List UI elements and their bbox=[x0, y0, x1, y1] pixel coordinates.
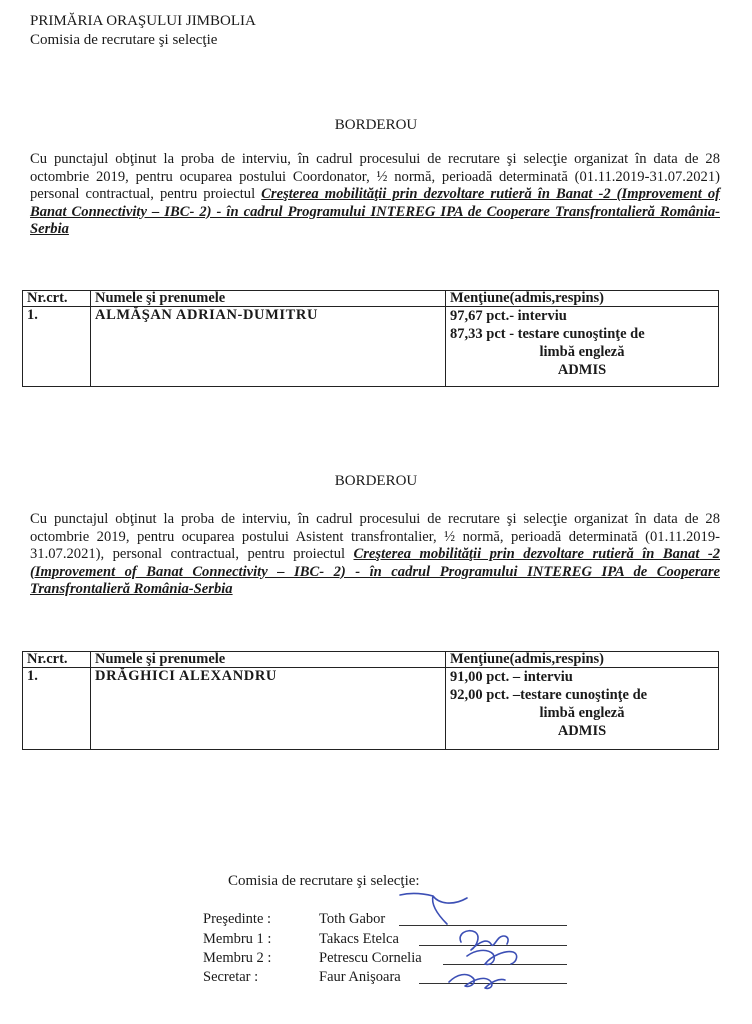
handwritten-signatures bbox=[395, 890, 555, 1000]
table-row bbox=[23, 307, 719, 387]
col-header-nr: Nr.crt. bbox=[23, 652, 91, 668]
row-nr: 1. bbox=[23, 307, 91, 387]
english-test-score: 87,33 pct - testare cunoştinţe de bbox=[450, 326, 645, 342]
table-row bbox=[23, 668, 719, 750]
col-header-nr: Nr.crt. bbox=[23, 291, 91, 307]
candidate-name: ALMĂŞAN ADRIAN-DUMITRU bbox=[91, 307, 446, 387]
interview-score: 97,67 pct.- interviu bbox=[450, 308, 567, 324]
member-role: Membru 1 : bbox=[203, 931, 272, 947]
english-test-label: limbă engleză bbox=[539, 705, 625, 721]
department-name: Comisia de recrutare şi selecţie bbox=[30, 32, 218, 48]
member-role: Preşedinte : bbox=[203, 911, 272, 927]
mention-cell bbox=[446, 307, 719, 387]
borderou-2-table bbox=[22, 651, 719, 750]
member-name: Takacs Etelca bbox=[319, 931, 399, 947]
table-header-row bbox=[23, 291, 719, 307]
mention-cell bbox=[446, 668, 719, 750]
borderou-1-table bbox=[22, 290, 719, 387]
english-test-score: 92,00 pct. –testare cunoştinţe de bbox=[450, 687, 648, 703]
member-name: Faur Anişoara bbox=[319, 969, 401, 985]
result-status: ADMIS bbox=[557, 723, 607, 739]
commission-heading: Comisia de recrutare şi selecţie: bbox=[228, 873, 420, 889]
borderou-1-title: BORDEROU bbox=[334, 117, 418, 133]
result-status: ADMIS bbox=[557, 362, 607, 378]
col-header-mention: Menţiune(admis,respins) bbox=[446, 291, 719, 307]
borderou-2-intro: Cu punctajul obţinut la proba de interviu, în cadrul procesului de recrutare şi selecţie organizat în data de 28 octombrie 2019, pentru ocuparea postului Asistent transfrontalier, ½ normă, perioadă determinată (01.11.2019-31.07.2021), personal contractual, pentru proiectul bbox=[30, 511, 720, 562]
row-nr: 1. bbox=[23, 668, 91, 750]
borderou-1-intro: Cu punctajul obţinut la proba de interviu, în cadrul procesului de recrutare şi selecţie organizat în data de 28 octombrie 2019, pentru ocuparea postului Coordonator, ½ normă, perioadă determinată (01.11.2019-31.07.2021) personal contractual, pentru proiectul bbox=[30, 151, 720, 202]
candidate-name: DRĂGHICI ALEXANDRU bbox=[91, 668, 446, 750]
member-name: Toth Gabor bbox=[319, 911, 386, 927]
interview-score: 91,00 pct. – interviu bbox=[450, 669, 573, 685]
member-role: Secretar : bbox=[203, 969, 259, 985]
borderou-2-project: Creşterea mobilităţii prin dezvoltare rutieră în Banat -2 (Improvement of Banat Connectivity – IBC- 2) - în cadrul Programului INTEREG IPA de Cooperare Transfrontalieră România-Serbia bbox=[30, 546, 720, 597]
english-test-label: limbă engleză bbox=[539, 344, 625, 360]
borderou-1-project: Creşterea mobilităţii prin dezvoltare rutieră în Banat -2 (Improvement of Banat Connectivity – IBC- 2) - în cadrul Programului INTEREG IPA de Cooperare Transfrontalieră România-Serbia bbox=[30, 186, 720, 237]
borderou-2-paragraph bbox=[30, 511, 720, 599]
borderou-1-paragraph bbox=[30, 151, 720, 239]
institution-name: PRIMĂRIA ORAŞULUI JIMBOLIA bbox=[30, 13, 256, 29]
table-header-row bbox=[23, 652, 719, 668]
member-name: Petrescu Cornelia bbox=[319, 950, 422, 966]
col-header-mention: Menţiune(admis,respins) bbox=[446, 652, 719, 668]
borderou-2-title: BORDEROU bbox=[334, 473, 418, 489]
col-header-name: Numele şi prenumele bbox=[91, 652, 446, 668]
member-role: Membru 2 : bbox=[203, 950, 272, 966]
col-header-name: Numele şi prenumele bbox=[91, 291, 446, 307]
